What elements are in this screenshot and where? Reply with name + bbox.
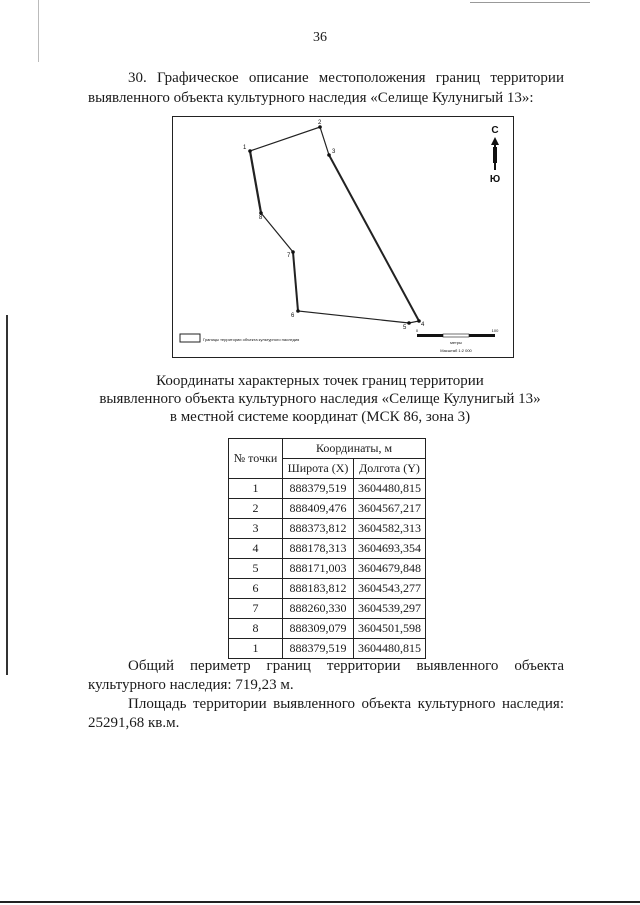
header-longitude-y: Долгота (Y) [354,459,426,479]
point-number-cell: 7 [229,599,283,619]
coordinates-table [228,438,426,659]
table-row [229,639,426,659]
scale-segment-2 [443,334,469,337]
boundary-polygon [250,127,419,323]
point-number-cell: 1 [229,639,283,659]
latitude-cell: 888171,003 [283,559,354,579]
scale-bar [416,328,499,353]
longitude-cell: 3604582,313 [354,519,426,539]
latitude-cell: 888183,812 [283,579,354,599]
map-legend [180,334,299,342]
longitude-cell: 3604693,354 [354,539,426,559]
perimeter-line-1: Общий периметр границ территории выявленного объекта [128,658,564,674]
vertex-1 [248,149,252,153]
area-line-1: Площадь территории выявленного объекта культурного наследия: [128,696,564,712]
latitude-cell: 888379,519 [283,639,354,659]
longitude-cell: 3604543,277 [354,579,426,599]
scale-ratio-label: Масштаб 1:2 000 [440,348,472,353]
scan-artifact-left [6,315,8,675]
table-row [229,619,426,639]
compass [490,125,500,185]
compass-arrow-head-icon [491,137,499,145]
header-coordinates: Координаты, м [283,439,426,459]
vertex-label-3: 3 [332,149,336,155]
vertex-markers [248,125,421,325]
longitude-cell: 3604539,297 [354,599,426,619]
area-line-2: 25291,68 кв.м. [88,715,180,731]
table-row [229,499,426,519]
longitude-cell: 3604679,848 [354,559,426,579]
point-number-cell: 8 [229,619,283,639]
scale-max-label: 100 [491,328,499,333]
latitude-cell: 888260,330 [283,599,354,619]
table-row [229,599,426,619]
section-heading [88,68,564,108]
page-number: 36 [313,30,327,45]
latitude-cell: 888309,079 [283,619,354,639]
perimeter-line-2: культурного наследия: 719,23 м. [88,677,294,693]
vertex-7 [291,250,295,254]
vertex-label-2: 2 [318,120,322,126]
latitude-cell: 888373,812 [283,519,354,539]
table-row [229,539,426,559]
boundary-edge-accent-3 [293,252,298,311]
caption-line-1: Координаты характерных точек границ территории [156,373,484,389]
summary-text [88,657,564,733]
vertex-label-7: 7 [287,253,291,259]
table-header-row [229,439,426,459]
table-row [229,519,426,539]
table-caption [60,372,580,426]
caption-line-2: выявленного объекта культурного наследия «Селище Кулунигый 13» [99,391,541,407]
boundary-edge-accent-2 [329,155,419,321]
vertex-label-8: 8 [259,215,263,221]
point-number-cell: 3 [229,519,283,539]
compass-north-label: С [491,125,499,136]
boundary-edge-accent-1 [250,151,261,213]
scale-zero-label: 0 [415,328,419,333]
longitude-cell: 3604480,815 [354,639,426,659]
vertex-6 [296,309,300,313]
point-number-cell: 6 [229,579,283,599]
latitude-cell: 888409,476 [283,499,354,519]
scale-segment-1 [417,334,443,337]
scale-segment-3 [469,334,495,337]
header-point-number: № точки [229,439,283,479]
header-latitude-x: Широта (X) [283,459,354,479]
point-number-cell: 2 [229,499,283,519]
vertex-label-1: 1 [243,145,247,151]
scan-artifact-bottom [0,901,640,903]
vertex-label-5: 5 [403,325,407,331]
table-row [229,559,426,579]
longitude-cell: 3604501,598 [354,619,426,639]
caption-line-3: в местной системе координат (МСК 86, зона 3) [169,409,471,425]
legend-text: Границы территории объекта культурного наследия [203,337,300,342]
scan-artifact-top [470,2,590,3]
table-row [229,479,426,499]
vertex-5 [407,321,411,325]
point-number-cell: 1 [229,479,283,499]
vertex-label-6: 6 [291,313,295,319]
map-drawing [173,117,513,357]
legend-swatch [180,334,200,342]
latitude-cell: 888178,313 [283,539,354,559]
longitude-cell: 3604567,217 [354,499,426,519]
compass-south-label: Ю [489,174,501,185]
boundary-map [172,116,514,358]
heading-line-1: 30. Графическое описание местоположения границ территории [128,70,564,86]
vertex-3 [327,153,331,157]
vertex-label-4: 4 [421,322,425,328]
point-number-cell: 4 [229,539,283,559]
table-row [229,579,426,599]
scale-unit-label: метры [450,340,462,345]
compass-bar [493,147,497,163]
heading-line-2: выявленного объекта культурного наследия «Селище Кулунигый 13»: [88,90,534,106]
longitude-cell: 3604480,815 [354,479,426,499]
point-number-cell: 5 [229,559,283,579]
latitude-cell: 888379,519 [283,479,354,499]
